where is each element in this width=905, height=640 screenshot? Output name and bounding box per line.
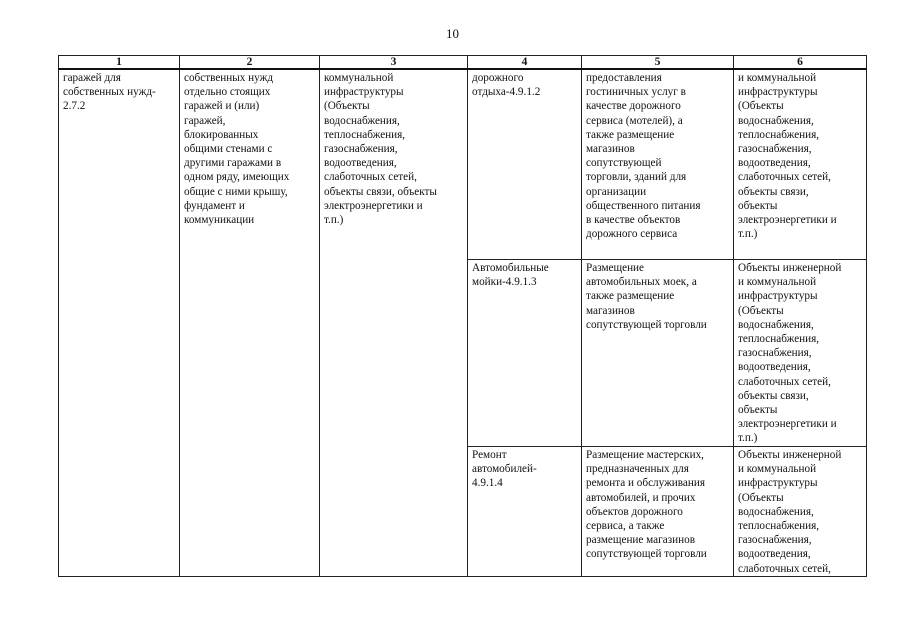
land-use-table — [58, 55, 867, 577]
header-col-6: 6 — [734, 56, 867, 70]
header-row — [59, 56, 867, 70]
cell-col3: коммунальной инфраструктуры (Объекты водоснабжения, теплоснабжения, газоснабжения, водоотведения, слаботочных сетей, объекты связи, объекты электроэнергетики и т.п.) — [320, 69, 468, 576]
header-col-5: 5 — [582, 56, 734, 70]
cell-type-car-repair: Ремонт автомобилей- 4.9.1.4 — [468, 447, 582, 577]
cell-col2: собственных нужд отдельно стоящих гаражей и (или) гаражей, блокированных общими стенами с другими гаражами в одном ряду, имеющих общие с ними крышу, фундамент и коммуникации — [180, 69, 320, 576]
cell-infrastructure-car-wash: Объекты инженерной и коммунальной инфраструктуры (Объекты водоснабжения, теплоснабжения, газоснабжения, водоотведения, слаботочных сетей, объекты связи, объекты электроэнергетики и т.п.) — [734, 260, 867, 447]
header-col-4: 4 — [468, 56, 582, 70]
page-number: 10 — [446, 26, 459, 41]
cell-description-road-rest: предоставления гостиничных услуг в качестве дорожного сервиса (мотелей), а также размещение магазинов сопутствующей торговли, зданий для организации общественного питания в качестве объектов дорожного сервиса — [582, 69, 734, 260]
header-col-3: 3 — [320, 56, 468, 70]
cell-infrastructure-road-rest: и коммунальной инфраструктуры (Объекты водоснабжения, теплоснабжения, газоснабжения, водоотведения, слаботочных сетей, объекты связи, объекты электроэнергетики и т.п.) — [734, 69, 867, 260]
header-col-2: 2 — [180, 56, 320, 70]
cell-description-car-wash: Размещение автомобильных моек, а также размещение магазинов сопутствующей торговли — [582, 260, 734, 447]
cell-type-road-rest: дорожного отдыха-4.9.1.2 — [468, 69, 582, 260]
cell-description-car-repair: Размещение мастерских, предназначенных для ремонта и обслуживания автомобилей, и прочих объектов дорожного сервиса, а также размещение магазинов сопутствующей торговли — [582, 447, 734, 577]
cell-col1: гаражей для собственных нужд- 2.7.2 — [59, 69, 180, 576]
cell-infrastructure-car-repair: Объекты инженерной и коммунальной инфраструктуры (Объекты водоснабжения, теплоснабжения, газоснабжения, водоотведения, слаботочных сетей, — [734, 447, 867, 577]
header-col-1: 1 — [59, 56, 180, 70]
cell-type-car-wash: Автомобильные мойки-4.9.1.3 — [468, 260, 582, 447]
table-row — [59, 69, 867, 260]
